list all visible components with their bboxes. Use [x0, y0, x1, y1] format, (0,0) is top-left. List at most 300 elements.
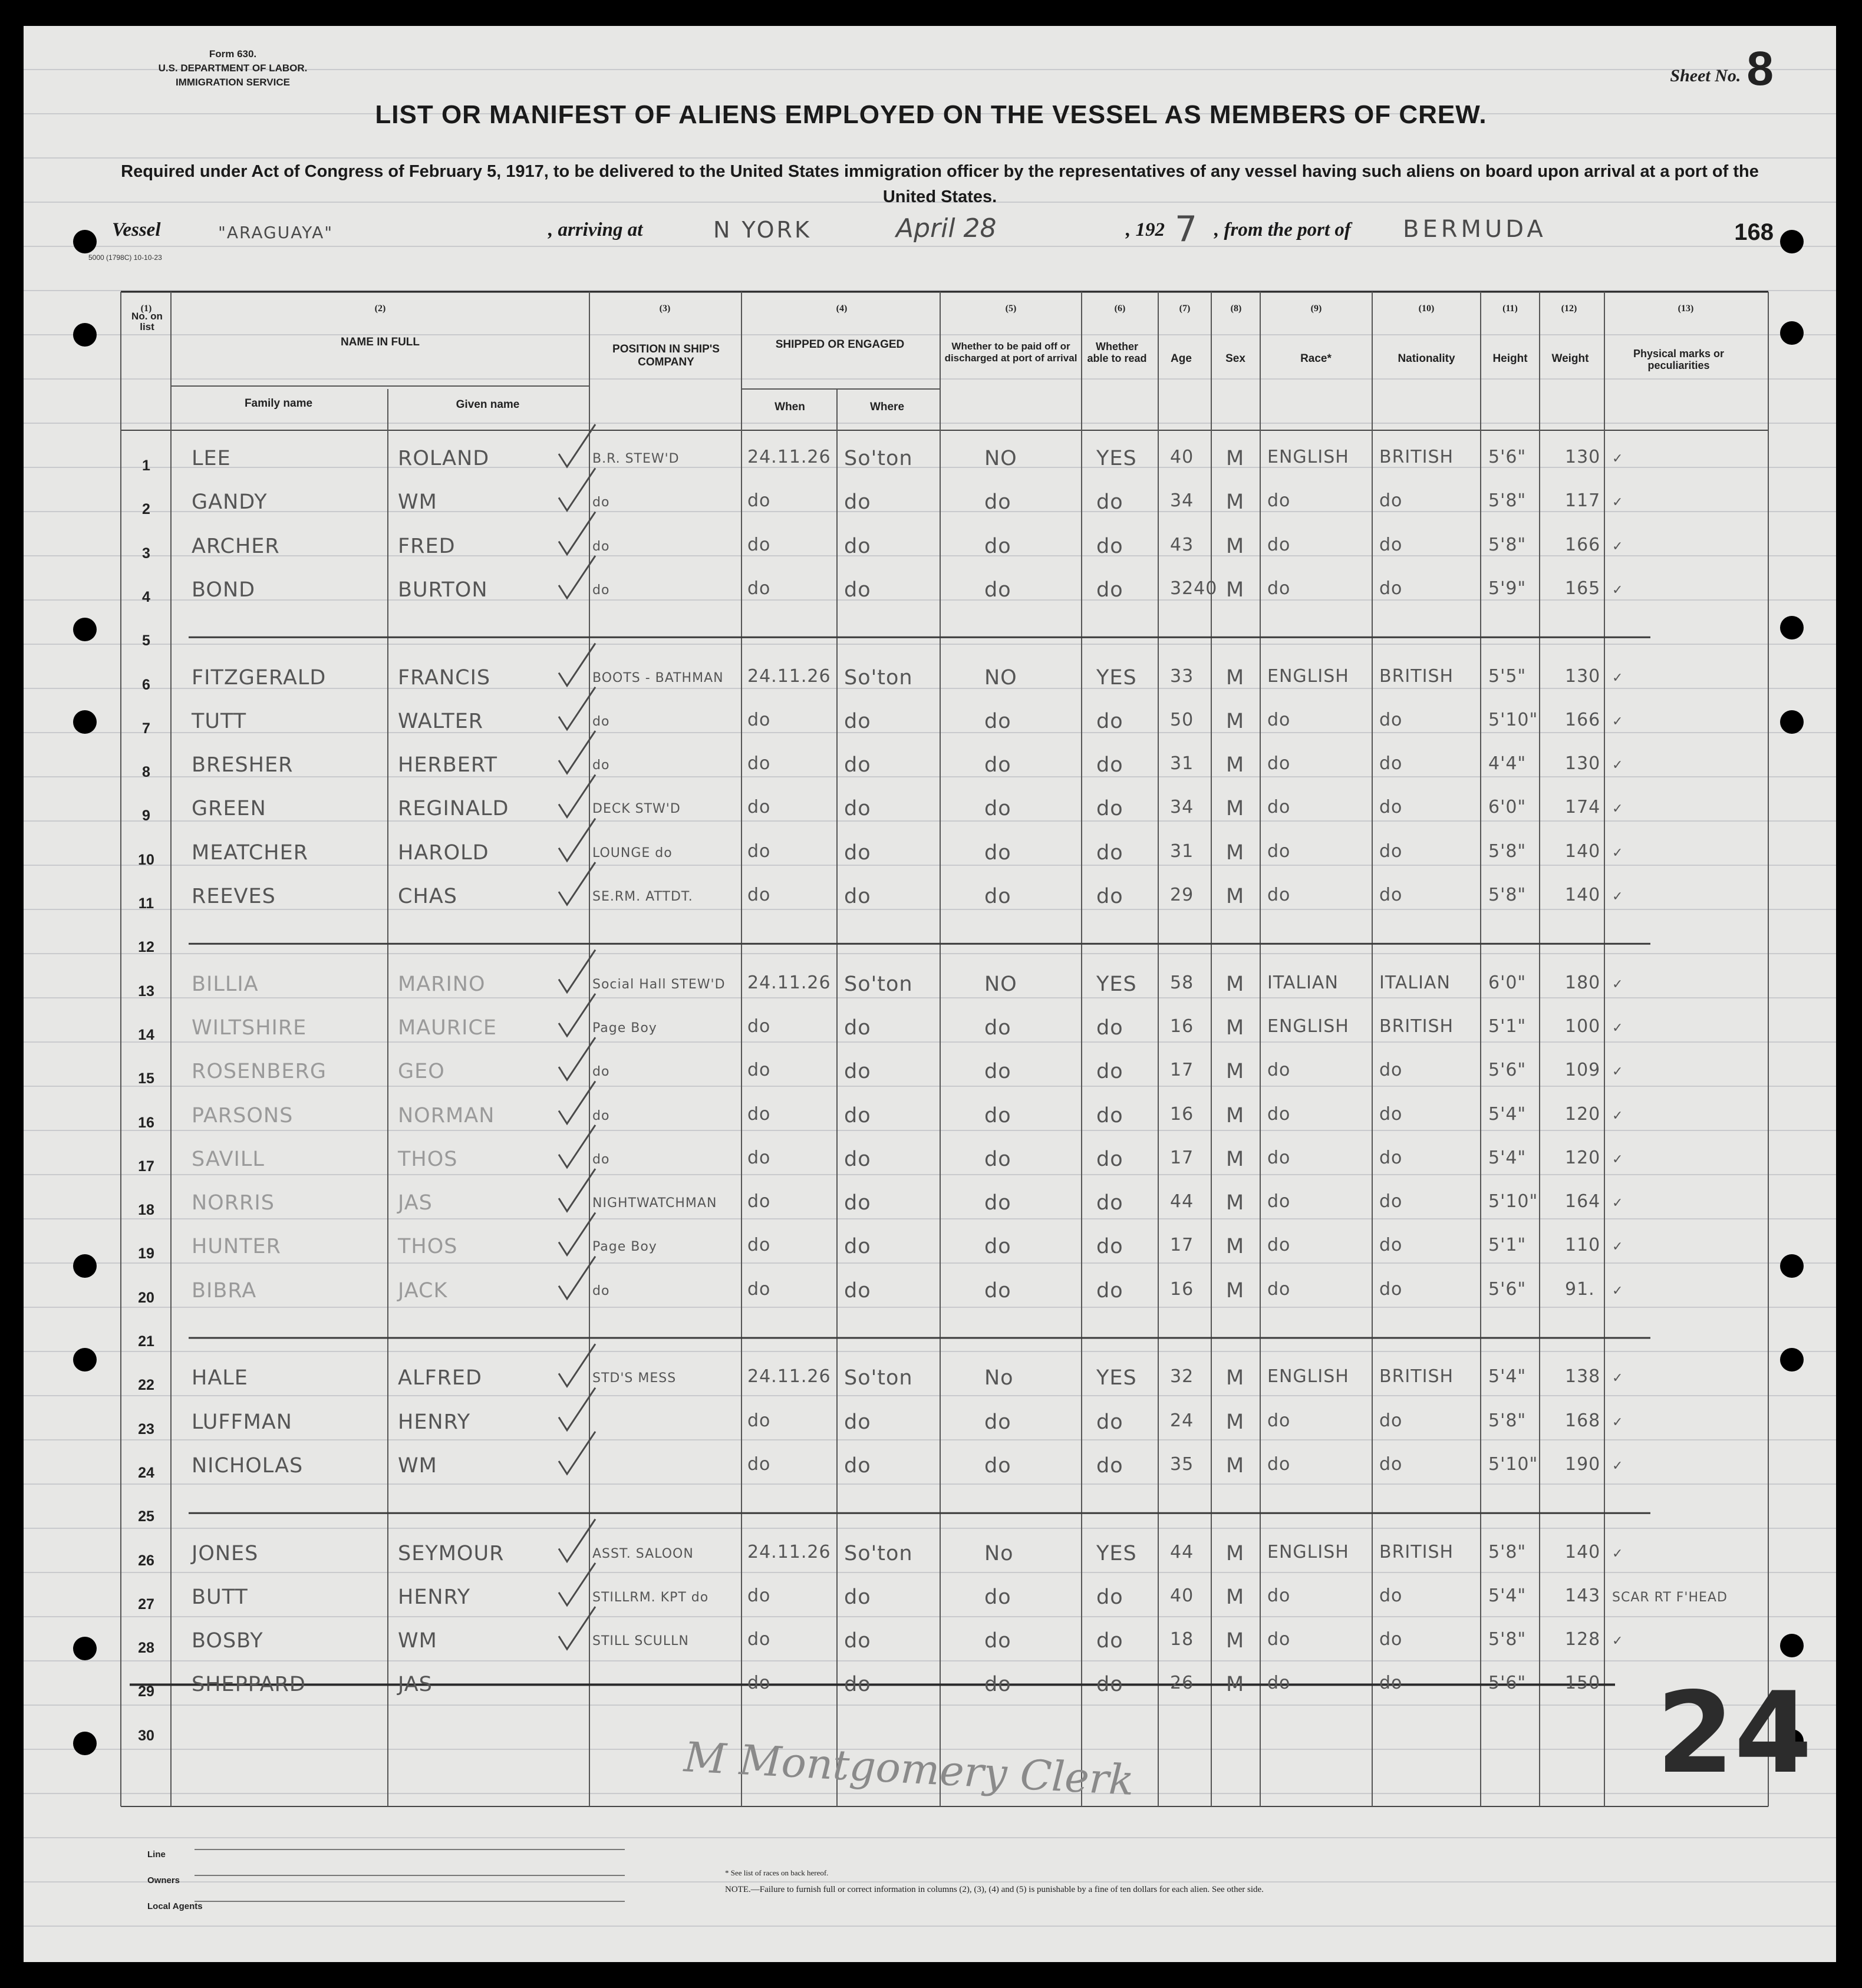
cell-given-name: JACK — [398, 1278, 448, 1303]
legal-requirement: Required under Act of Congress of February 5, 1917, to be delivered to the United States immigration officer by the representatives of any vessel having such aliens on board upon arrival at a port of the United States. — [121, 162, 1759, 206]
cell-family-name: BIBRA — [192, 1278, 257, 1303]
cell-paid-off: do — [984, 1410, 1011, 1434]
col-header-nationality: Nationality — [1398, 352, 1455, 365]
cell-nationality: do — [1379, 797, 1403, 818]
cell-given-name: CHAS — [398, 885, 457, 908]
row-number: 14 — [138, 1026, 154, 1043]
cell-paid-off: do — [984, 1585, 1011, 1609]
penalty-note: NOTE.—Failure to furnish full or correct information in columns (2), (3), (4) and (5) is punishable by a fine of ten dollars for each alien. See other side. — [725, 1885, 1264, 1894]
row-number: 23 — [138, 1420, 154, 1438]
column-number: (3) — [659, 304, 671, 314]
cell-position: Social Hall STEW'D — [592, 977, 726, 992]
cell-nationality: do — [1379, 534, 1403, 555]
row-number: 9 — [142, 807, 150, 825]
cell-age: 26 — [1170, 1673, 1194, 1694]
column-number: (11) — [1502, 304, 1518, 314]
cell-when: 24.11.26 — [747, 1366, 831, 1387]
cell-able-read: do — [1096, 1103, 1123, 1127]
cell-sex: M — [1226, 1585, 1245, 1609]
cell-weight: 130 — [1565, 753, 1601, 774]
cell-race: do — [1267, 1235, 1291, 1256]
cell-able-read: do — [1096, 1060, 1123, 1084]
cell-family-name: ARCHER — [192, 534, 280, 558]
cell-weight: 130 — [1565, 447, 1601, 467]
cell-able-read: do — [1096, 534, 1123, 558]
cell-weight: 166 — [1565, 709, 1601, 730]
row-number: 17 — [138, 1158, 154, 1175]
cell-paid-off: do — [984, 1453, 1011, 1478]
cell-paid-off: No — [984, 1366, 1014, 1390]
cell-weight: 140 — [1565, 885, 1601, 905]
col-header-able-read: Whether able to read — [1087, 341, 1147, 364]
cell-able-read: do — [1096, 1410, 1123, 1434]
cell-family-name: BRESHER — [192, 753, 294, 777]
cell-weight: 180 — [1565, 972, 1601, 993]
cell-family-name: SHEPPARD — [192, 1673, 306, 1697]
cell-sex: M — [1226, 753, 1245, 777]
cell-able-read: do — [1096, 578, 1123, 602]
cell-race: do — [1267, 1191, 1291, 1212]
cell-family-name: LUFFMAN — [192, 1410, 292, 1434]
cell-weight: 143 — [1565, 1585, 1601, 1606]
cell-position: Page Boy — [592, 1239, 657, 1255]
cell-when: do — [747, 534, 771, 555]
cell-when: do — [747, 578, 771, 599]
cell-given-name: HERBERT — [398, 753, 498, 777]
cell-race: ENGLISH — [1267, 665, 1349, 687]
cell-sex: M — [1226, 797, 1245, 821]
cell-marks: ✓ — [1612, 889, 1624, 904]
cell-where: do — [844, 578, 871, 602]
cell-age: 32 — [1170, 1366, 1194, 1387]
cell-age: 58 — [1170, 972, 1194, 993]
departure-port: BERMUDA — [1403, 216, 1547, 243]
cell-age: 29 — [1170, 885, 1194, 905]
cell-height: 5'6" — [1488, 1673, 1527, 1694]
cell-where: do — [844, 1278, 871, 1303]
owners-label: Owners — [147, 1875, 180, 1885]
cell-race: do — [1267, 1629, 1291, 1650]
cell-where: do — [844, 1191, 871, 1215]
row-number: 28 — [138, 1640, 154, 1657]
cell-sex: M — [1226, 1235, 1245, 1259]
cell-race: ENGLISH — [1267, 1366, 1349, 1387]
cell-paid-off: NO — [984, 665, 1017, 690]
row-number: 19 — [138, 1245, 154, 1262]
cell-nationality: do — [1379, 1278, 1403, 1300]
cell-able-read: do — [1096, 1235, 1123, 1259]
cell-family-name: WILTSHIRE — [192, 1016, 307, 1040]
cell-able-read: do — [1096, 1016, 1123, 1040]
cell-position: do — [592, 1152, 610, 1167]
cell-where: do — [844, 1147, 871, 1171]
column-number: (10) — [1418, 304, 1435, 314]
column-number: (5) — [1005, 304, 1017, 314]
cell-race: do — [1267, 1453, 1291, 1475]
cell-able-read: do — [1096, 1191, 1123, 1215]
cell-weight: 138 — [1565, 1366, 1601, 1387]
cell-given-name: FRED — [398, 534, 456, 558]
cell-family-name: JONES — [192, 1541, 259, 1565]
column-number: (1) — [140, 304, 152, 314]
cell-height: 5'4" — [1488, 1147, 1527, 1168]
col-header-weight: Weight — [1551, 352, 1589, 365]
cell-paid-off: do — [984, 1673, 1011, 1697]
cell-nationality: BRITISH — [1379, 447, 1454, 467]
cell-race: do — [1267, 1278, 1291, 1300]
cell-marks: ✓ — [1612, 495, 1624, 510]
cell-age: 40 — [1170, 1585, 1194, 1606]
cell-sex: M — [1226, 490, 1245, 515]
cell-given-name: HENRY — [398, 1410, 471, 1434]
column-number: (8) — [1230, 304, 1242, 314]
row-number: 4 — [142, 588, 150, 605]
cell-paid-off: do — [984, 1629, 1011, 1653]
cell-sex: M — [1226, 1629, 1245, 1653]
col-header-marks: Physical marks or peculiarities — [1633, 348, 1725, 371]
cell-nationality: ITALIAN — [1379, 972, 1451, 993]
cell-able-read: do — [1096, 840, 1123, 865]
cell-age: 3240 — [1170, 578, 1218, 599]
row-number: 13 — [138, 983, 154, 1000]
cell-marks: ✓ — [1612, 1239, 1624, 1255]
cell-nationality: do — [1379, 1673, 1403, 1694]
cell-sex: M — [1226, 1278, 1245, 1303]
cell-when: do — [747, 1103, 771, 1125]
col-header-no: No. on list — [131, 311, 163, 332]
cell-family-name: PARSONS — [192, 1103, 294, 1127]
cell-paid-off: NO — [984, 447, 1017, 470]
cell-position: STILL SCULLN — [592, 1634, 689, 1649]
cell-sex: M — [1226, 709, 1245, 733]
cell-where: So'ton — [844, 665, 913, 690]
cell-given-name: THOS — [398, 1147, 458, 1171]
tally-number: 24 — [1656, 1668, 1812, 1798]
arrival-date: April 28 — [896, 213, 997, 243]
clerk-signature: M Montgomery Clerk — [683, 1733, 1135, 1805]
row-number: 21 — [138, 1333, 154, 1350]
cell-marks: ✓ — [1612, 539, 1624, 554]
cell-marks: ✓ — [1612, 451, 1624, 466]
col-header-given: Given name — [456, 398, 520, 411]
row-number: 26 — [138, 1552, 154, 1569]
cell-paid-off: do — [984, 490, 1011, 515]
cell-where: do — [844, 840, 871, 865]
cell-weight: 174 — [1565, 797, 1601, 818]
cell-height: 5'4" — [1488, 1103, 1527, 1125]
cell-weight: 164 — [1565, 1191, 1601, 1212]
cell-given-name: SEYMOUR — [398, 1541, 505, 1565]
cell-age: 44 — [1170, 1541, 1194, 1562]
cell-sex: M — [1226, 447, 1245, 470]
cell-nationality: do — [1379, 1453, 1403, 1475]
cell-nationality: do — [1379, 1585, 1403, 1606]
cell-race: do — [1267, 1673, 1291, 1694]
cell-where: So'ton — [844, 1366, 913, 1390]
cell-given-name: MARINO — [398, 972, 486, 996]
col-header-height: Height — [1492, 352, 1528, 365]
cell-paid-off: do — [984, 709, 1011, 733]
cell-able-read: do — [1096, 1147, 1123, 1171]
year-digit: 7 — [1175, 209, 1198, 250]
cell-marks: ✓ — [1612, 1458, 1624, 1473]
cell-height: 5'6" — [1488, 1278, 1527, 1300]
cell-given-name: WM — [398, 490, 437, 515]
cell-where: do — [844, 1585, 871, 1609]
cell-able-read: YES — [1096, 972, 1137, 996]
cell-given-name: ROLAND — [398, 447, 490, 470]
row-number: 10 — [138, 851, 154, 868]
cell-when: 24.11.26 — [747, 665, 831, 687]
cell-nationality: do — [1379, 1410, 1403, 1431]
col-header-when: When — [775, 401, 805, 413]
cell-height: 5'8" — [1488, 1629, 1527, 1650]
cell-where: So'ton — [844, 447, 913, 470]
cell-able-read: do — [1096, 1278, 1123, 1303]
cell-family-name: NORRIS — [192, 1191, 275, 1215]
cell-age: 40 — [1170, 447, 1194, 467]
cell-age: 33 — [1170, 665, 1194, 687]
cell-paid-off: do — [984, 1016, 1011, 1040]
cell-when: do — [747, 1235, 771, 1256]
cell-given-name: FRANCIS — [398, 665, 491, 690]
cell-height: 5'8" — [1488, 1541, 1527, 1562]
row-number: 12 — [138, 939, 154, 956]
row-number: 24 — [138, 1464, 154, 1481]
cell-family-name: LEE — [192, 447, 231, 470]
column-number: (12) — [1561, 304, 1577, 314]
cell-family-name: MEATCHER — [192, 840, 309, 865]
cell-paid-off: NO — [984, 972, 1017, 996]
cell-position: do — [592, 714, 610, 729]
cell-nationality: do — [1379, 1629, 1403, 1650]
cell-height: 5'1" — [1488, 1235, 1527, 1256]
cell-nationality: do — [1379, 753, 1403, 774]
cell-height: 6'0" — [1488, 797, 1527, 818]
cell-family-name: NICHOLAS — [192, 1453, 304, 1478]
cell-weight: 165 — [1565, 578, 1601, 599]
cell-weight: 109 — [1565, 1060, 1601, 1081]
cell-able-read: do — [1096, 490, 1123, 515]
cell-sex: M — [1226, 1453, 1245, 1478]
cell-able-read: YES — [1096, 665, 1137, 690]
cell-race: do — [1267, 1147, 1291, 1168]
cell-given-name: GEO — [398, 1060, 445, 1084]
department-name: U.S. DEPARTMENT OF LABOR. — [158, 62, 308, 74]
cell-sex: M — [1226, 534, 1245, 558]
cell-sex: M — [1226, 972, 1245, 996]
cell-family-name: GANDY — [192, 490, 268, 515]
sheet-number-value: 8 — [1746, 42, 1774, 95]
cell-where: do — [844, 1629, 871, 1653]
cell-height: 5'8" — [1488, 534, 1527, 555]
row-number: 2 — [142, 501, 150, 518]
cell-position: do — [592, 758, 610, 773]
cell-when: do — [747, 1673, 771, 1694]
cell-marks: ✓ — [1612, 1546, 1624, 1561]
col-header-family: Family name — [244, 397, 313, 410]
cell-given-name: WALTER — [398, 709, 484, 733]
cell-where: do — [844, 1016, 871, 1040]
cell-given-name: HENRY — [398, 1585, 471, 1609]
cell-able-read: do — [1096, 885, 1123, 908]
cell-nationality: do — [1379, 1103, 1403, 1125]
cell-weight: 168 — [1565, 1410, 1601, 1431]
cell-marks: ✓ — [1612, 977, 1624, 992]
cell-weight: 130 — [1565, 665, 1601, 687]
cell-where: do — [844, 1103, 871, 1127]
column-number: (2) — [374, 304, 386, 314]
cell-when: do — [747, 840, 771, 862]
cell-position: BOOTS - BATHMAN — [592, 670, 724, 685]
cell-paid-off: No — [984, 1541, 1014, 1565]
cell-marks: ✓ — [1612, 582, 1624, 598]
cell-when: do — [747, 1147, 771, 1168]
cell-age: 50 — [1170, 709, 1194, 730]
cell-family-name: BUTT — [192, 1585, 248, 1609]
cell-weight: 91. — [1565, 1278, 1595, 1300]
cell-sex: M — [1226, 1147, 1245, 1171]
cell-age: 34 — [1170, 797, 1194, 818]
local-agents-label: Local Agents — [147, 1901, 203, 1911]
cell-given-name: HAROLD — [398, 840, 489, 865]
cell-paid-off: do — [984, 1191, 1011, 1215]
cell-weight: 140 — [1565, 840, 1601, 862]
cell-where: do — [844, 709, 871, 733]
cell-marks: ✓ — [1612, 1371, 1624, 1386]
col-header-position: POSITION IN SHIP'S COMPANY — [612, 343, 720, 368]
cell-weight: 150 — [1565, 1673, 1601, 1694]
cell-when: do — [747, 490, 771, 512]
row-number: 6 — [142, 676, 150, 693]
cell-where: do — [844, 1060, 871, 1084]
cell-family-name: GREEN — [192, 797, 266, 821]
cell-sex: M — [1226, 1060, 1245, 1084]
row-number: 25 — [138, 1508, 154, 1525]
cell-able-read: do — [1096, 1585, 1123, 1609]
col-header-race: Race* — [1300, 352, 1332, 365]
cell-marks: ✓ — [1612, 1108, 1624, 1123]
cell-position: DECK STW'D — [592, 802, 681, 817]
cell-when: 24.11.26 — [747, 447, 831, 467]
cell-race: do — [1267, 840, 1291, 862]
cell-paid-off: do — [984, 1278, 1011, 1303]
cell-race: do — [1267, 490, 1291, 512]
cell-position: do — [592, 1064, 610, 1080]
cell-position: STD'S MESS — [592, 1371, 677, 1386]
cell-when: do — [747, 1191, 771, 1212]
row-number: 8 — [142, 764, 150, 781]
cell-height: 5'10" — [1488, 1453, 1538, 1475]
cell-where: do — [844, 797, 871, 821]
cell-weight: 120 — [1565, 1103, 1601, 1125]
cell-height: 5'9" — [1488, 578, 1527, 599]
cell-age: 17 — [1170, 1235, 1194, 1256]
cell-race: ENGLISH — [1267, 1016, 1349, 1037]
cell-where: do — [844, 534, 871, 558]
cell-paid-off: do — [984, 1147, 1011, 1171]
cell-race: do — [1267, 1585, 1291, 1606]
cell-position: do — [592, 582, 610, 598]
cell-paid-off: do — [984, 840, 1011, 865]
cell-when: do — [747, 797, 771, 818]
cell-given-name: THOS — [398, 1235, 458, 1259]
cell-weight: 166 — [1565, 534, 1601, 555]
cell-marks: ✓ — [1612, 1020, 1624, 1036]
cell-sex: M — [1226, 1541, 1245, 1565]
cell-family-name: FITZGERALD — [192, 665, 327, 690]
col-header-age: Age — [1171, 352, 1192, 365]
cell-height: 5'8" — [1488, 885, 1527, 905]
cell-nationality: do — [1379, 885, 1403, 905]
cell-nationality: do — [1379, 1235, 1403, 1256]
cell-race: do — [1267, 753, 1291, 774]
cell-when: do — [747, 709, 771, 730]
cell-sex: M — [1226, 1103, 1245, 1127]
cell-when: 24.11.26 — [747, 972, 831, 993]
cell-nationality: do — [1379, 1147, 1403, 1168]
cell-family-name: SAVILL — [192, 1147, 265, 1171]
cell-marks: SCAR RT F'HEAD — [1612, 1590, 1728, 1605]
cell-age: 43 — [1170, 534, 1194, 555]
cell-sex: M — [1226, 1366, 1245, 1390]
cell-able-read: do — [1096, 1673, 1123, 1697]
cell-able-read: YES — [1096, 447, 1137, 470]
cell-age: 17 — [1170, 1147, 1194, 1168]
cell-marks: ✓ — [1612, 1634, 1624, 1649]
cell-race: do — [1267, 797, 1291, 818]
cell-paid-off: do — [984, 1060, 1011, 1084]
cell-paid-off: do — [984, 534, 1011, 558]
cell-height: 5'4" — [1488, 1366, 1527, 1387]
column-number: (4) — [836, 304, 848, 314]
cell-nationality: BRITISH — [1379, 1016, 1454, 1037]
cell-able-read: do — [1096, 753, 1123, 777]
cell-marks: ✓ — [1612, 1152, 1624, 1167]
cell-position: B.R. STEW'D — [592, 451, 680, 466]
cell-given-name: NORMAN — [398, 1103, 495, 1127]
column-number: (6) — [1114, 304, 1126, 314]
cell-given-name: JAS — [398, 1191, 433, 1215]
cell-marks: ✓ — [1612, 1283, 1624, 1298]
cell-when: do — [747, 1016, 771, 1037]
row-number: 30 — [138, 1727, 154, 1744]
vessel-label: Vessel — [112, 219, 161, 240]
column-number: (7) — [1179, 304, 1191, 314]
cell-sex: M — [1226, 1410, 1245, 1434]
row-number: 27 — [138, 1595, 154, 1613]
cell-position: STILLRM. KPT do — [592, 1590, 709, 1605]
cell-sex: M — [1226, 1191, 1245, 1215]
cell-marks: ✓ — [1612, 1415, 1624, 1430]
cell-age: 18 — [1170, 1629, 1194, 1650]
cell-nationality: do — [1379, 1191, 1403, 1212]
cell-given-name: ALFRED — [398, 1366, 482, 1390]
cell-able-read: do — [1096, 1453, 1123, 1478]
row-number: 1 — [142, 457, 150, 474]
cell-position: Page Boy — [592, 1020, 657, 1036]
cell-nationality: BRITISH — [1379, 1541, 1454, 1562]
cell-height: 5'10" — [1488, 709, 1538, 730]
cell-nationality: do — [1379, 490, 1403, 512]
col-header-paid-off: Whether to be paid off or discharged at port of arrival — [944, 341, 1077, 364]
cell-when: do — [747, 885, 771, 905]
cell-given-name: JAS — [398, 1673, 433, 1697]
cell-age: 24 — [1170, 1410, 1194, 1431]
cell-height: 4'4" — [1488, 753, 1527, 774]
cell-given-name: REGINALD — [398, 797, 509, 821]
cell-age: 44 — [1170, 1191, 1194, 1212]
